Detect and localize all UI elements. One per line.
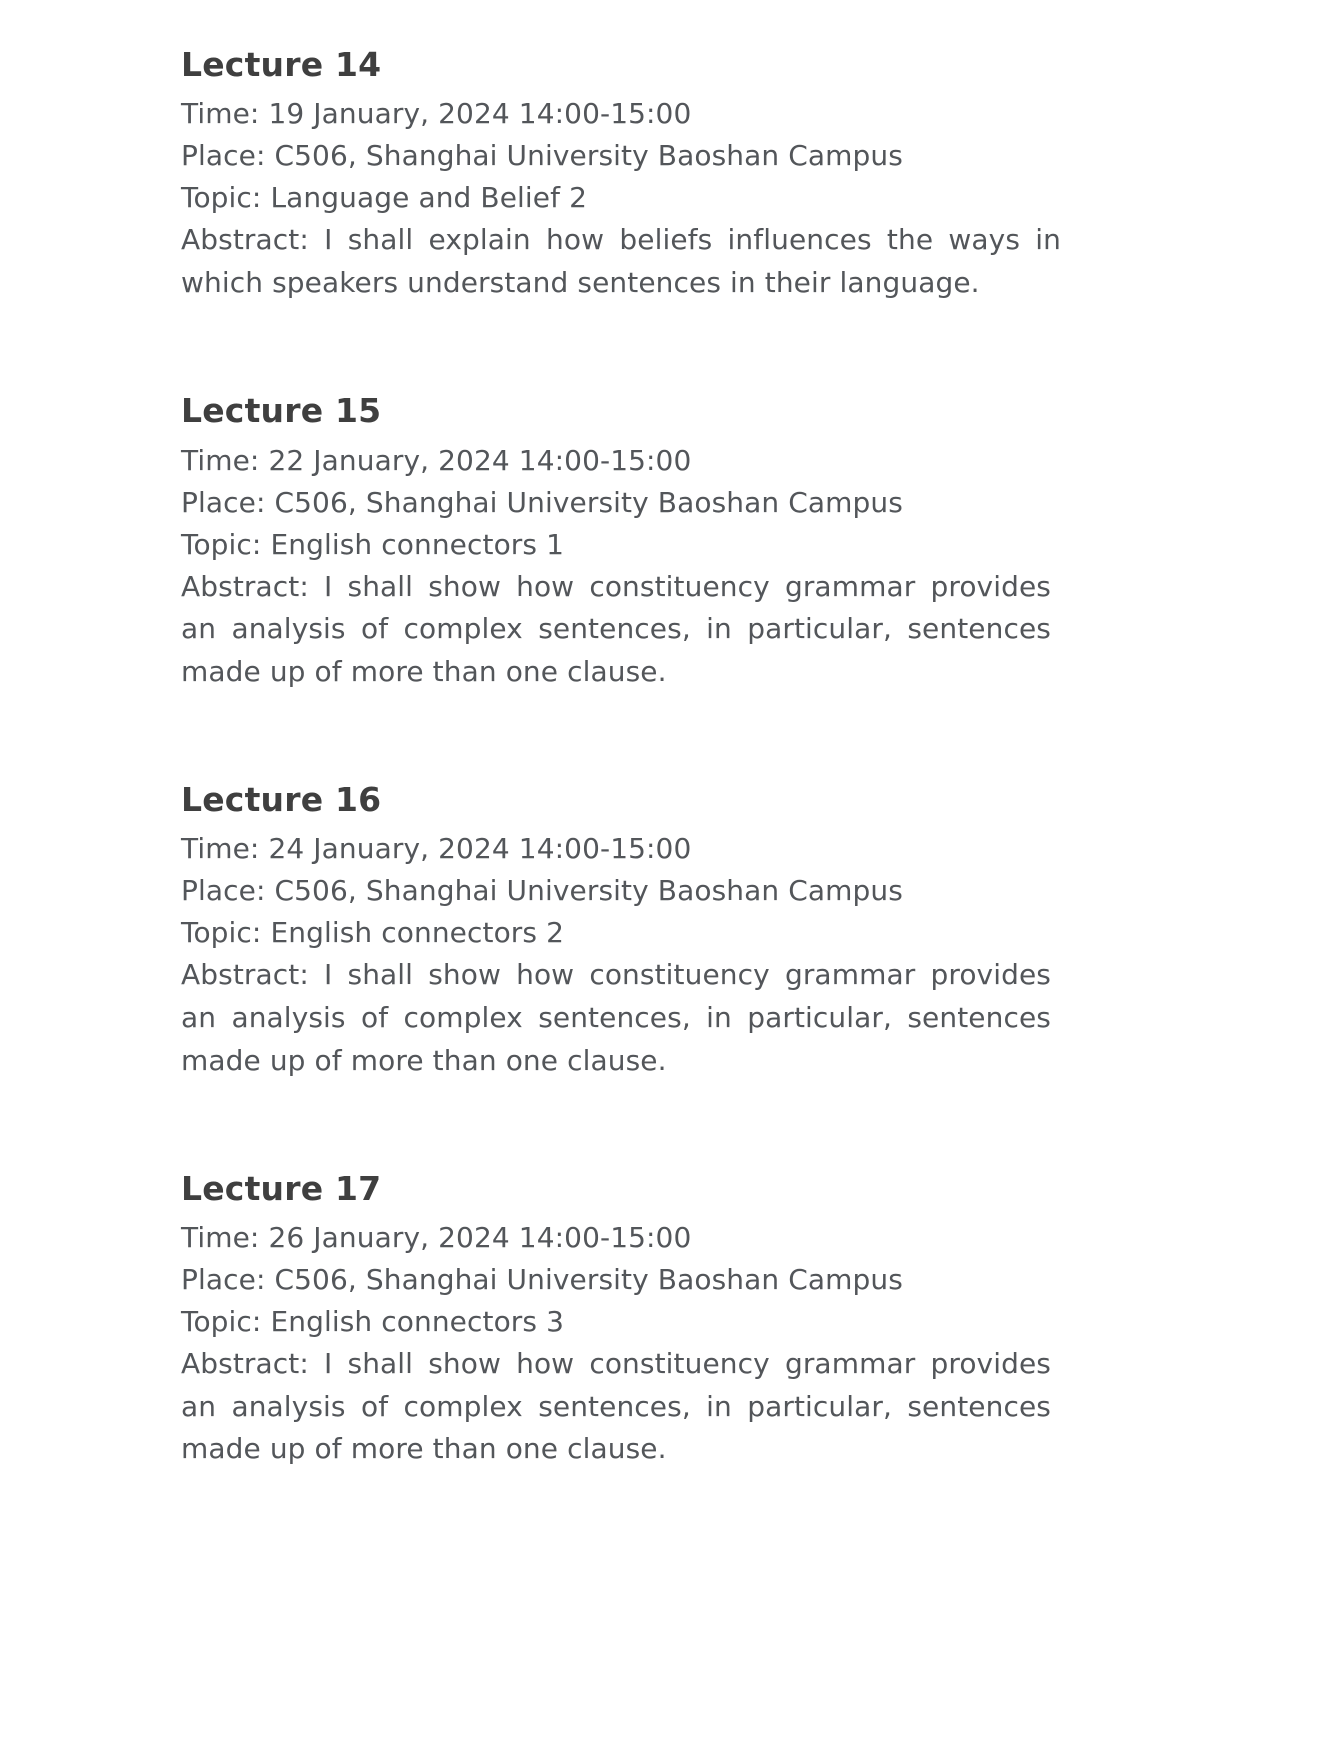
lecture-list (171, 44, 1151, 1471)
lecture-entry (181, 44, 1151, 304)
lecture-entry (181, 779, 1151, 1082)
lecture-title: Lecture 17 (181, 1169, 382, 1209)
lecture-time: Time: 24 January, 2024 14:00-15:00 (181, 832, 692, 866)
lecture-title: Lecture 16 (181, 780, 382, 820)
lecture-abstract: Abstract: I shall explain how beliefs influences the ways in which speakers understand sentences in their language. (181, 223, 1061, 299)
lecture-title: Lecture 14 (181, 45, 382, 84)
lecture-abstract: Abstract: I shall show how constituency grammar provides an analysis of complex sentences, in particular, sentences made up of more than one clause. (181, 958, 1051, 1077)
lecture-topic: Topic: English connectors 2 (181, 916, 565, 950)
lecture-time: Time: 22 January, 2024 14:00-15:00 (181, 443, 692, 477)
lecture-time: Time: 19 January, 2024 14:00-15:00 (181, 97, 692, 131)
lecture-topic: Topic: English connectors 1 (181, 527, 565, 561)
lecture-abstract: Abstract: I shall show how constituency grammar provides an analysis of complex sentences, in particular, sentences made up of more than one clause. (181, 1347, 1051, 1466)
lecture-topic: Topic: Language and Belief 2 (181, 181, 588, 215)
lecture-place: Place: C506, Shanghai University Baoshan Campus (181, 139, 903, 173)
lecture-place: Place: C506, Shanghai University Baoshan Campus (181, 874, 903, 908)
lecture-abstract: Abstract: I shall show how constituency grammar provides an analysis of complex sentences, in particular, sentences made up of more than one clause. (181, 569, 1051, 688)
lecture-entry (181, 1168, 1151, 1471)
lecture-time: Time: 26 January, 2024 14:00-15:00 (181, 1221, 692, 1255)
lecture-place: Place: C506, Shanghai University Baoshan Campus (181, 1263, 903, 1297)
lecture-title: Lecture 15 (181, 391, 382, 431)
lecture-topic: Topic: English connectors 3 (181, 1305, 565, 1339)
lecture-entry (181, 390, 1151, 693)
lecture-place: Place: C506, Shanghai University Baoshan Campus (181, 485, 903, 519)
